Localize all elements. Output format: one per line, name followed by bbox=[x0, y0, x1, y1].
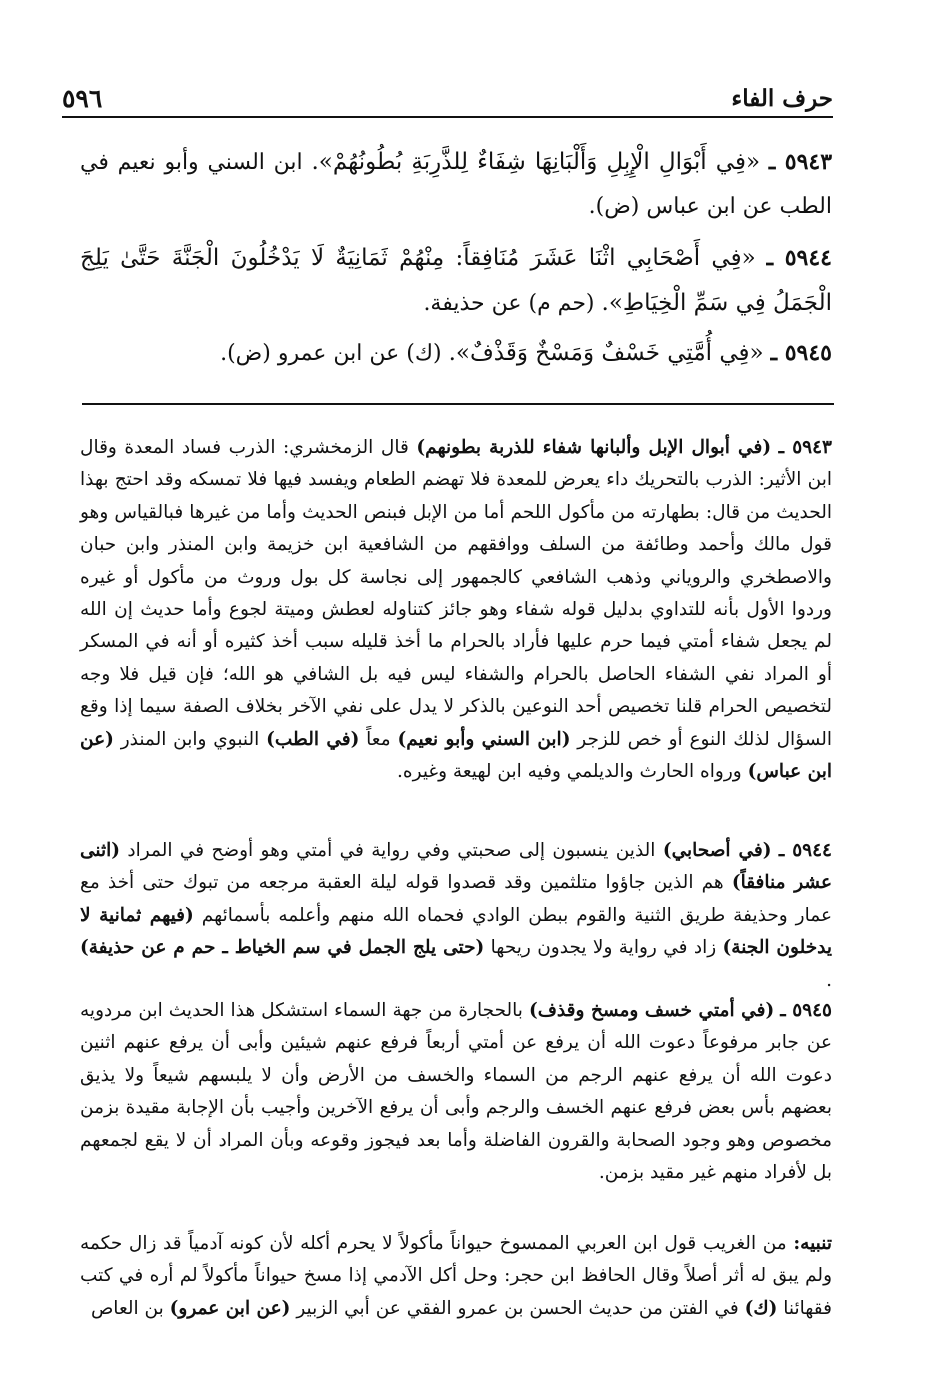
note-body: بن العاص bbox=[90, 1297, 164, 1319]
note-body: النبوي وابن المنذر bbox=[120, 728, 260, 750]
note-body: من الغريب قول ابن العربي الممسوخ حيواناً مأكولاً لا يحرم أكله لأن كونه آدمياً قد زال حكمه ولم يبق له أثر أصلاً وقال الحافظ ابن حجر: وحل أكل الآدمي إذا مسخ حيواناً مأكولاً لم أره في كتب فقهائنا bbox=[80, 1233, 832, 1319]
note-body: . bbox=[826, 969, 832, 991]
note-ref: (ابن السني وأبو نعيم) bbox=[397, 728, 571, 750]
note-5945 bbox=[80, 995, 832, 1189]
note-ref: (ك) bbox=[744, 1297, 778, 1319]
hadith-number: ٥٩٤٥ ـ bbox=[770, 340, 832, 366]
hadith-5945 bbox=[80, 331, 832, 376]
note-ref: (حتى يلج الجمل في سم الخياط ـ حم م عن حذيفة) bbox=[80, 937, 485, 959]
note-body: ورواه الحارث والديلمي وفيه ابن لهيعة وغيره. bbox=[397, 761, 742, 783]
note-body: بالحجارة من جهة السماء استشكل هذا الحديث ابن مردويه عن جابر مرفوعاً دعوت الله أن يرفع عن أمتي أربعاً فرفع عنهم شيئين وأبى أن يرفع عنهم اثنين دعوت الله أن يرفع عنهم الرجم من السماء والخسف من الأرض وأن لا يلبسهم شيعاً ولا يذيق بعضهم بأس بعض فرفع عنهم الخسف والرجم وأبى أن يرفع الآخرين وأجيب بأن الإجابة مقيدة بزمن مخصوص وهو وجود الصحابة والقرون الفاضلة وأما بعد فيجوز وقوعه وبأن المراد أن لا يقع لجمعهم بل لأفراد منهم غير مقيد بزمن. bbox=[80, 1000, 832, 1184]
hadith-source: (ك) عن ابن عمرو (ض). bbox=[220, 341, 442, 366]
note-ref: (عن ابن عباس) bbox=[80, 728, 832, 783]
hadith-text: «فِي أَبْوَالِ الْإِبِلِ وَأَلْبَانِهَا شِفَاءٌ لِلذَّرِبَةِ بُطُونُهُمْ». bbox=[311, 149, 761, 175]
note-ref: (فيهم ثمانية لا يدخلون الجنة) bbox=[80, 904, 832, 959]
note-ref: (في الطب) bbox=[266, 728, 360, 750]
note-ref: (اثنى عشر منافقاً) bbox=[80, 840, 832, 894]
note-tanbih bbox=[80, 1228, 832, 1325]
hadith-text: «فِي أَصْحَابِي اثْنَا عَشَرَ مُنَافِقاً: مِنْهُمْ ثَمَانِيَةٌ لَا يَدْخُلُونَ الْجَنَّةَ حَتَّىٰ يَلِجَ الْجَمَلُ فِي سَمِّ الْخِيَاطِ». bbox=[80, 245, 832, 316]
note-number: ٥٩٤٣ ـ bbox=[778, 437, 832, 458]
note-5944 bbox=[80, 835, 832, 997]
note-label: تنبيه: bbox=[793, 1233, 832, 1254]
page-header bbox=[62, 82, 833, 118]
note-body: هم الذين جاؤوا متلثمين وقد قصدوا قوله ليلة العقبة مرجعه من تبوك حتى أخذ مع عمار وحذيفة طريق الثنية والقوم ببطن الوادي فحماه الله منهم وأعلمه بأسمائهم bbox=[80, 872, 832, 926]
note-body: معاً bbox=[366, 728, 391, 750]
hadith-number: ٥٩٤٤ ـ bbox=[766, 245, 832, 271]
note-body: في الفتن من حديث الحسن بن عمرو الفقي عن أبي الزبير bbox=[296, 1297, 739, 1319]
note-body: زاد في رواية ولا يجدون ريحها bbox=[490, 937, 717, 959]
footnote-divider bbox=[82, 403, 834, 405]
note-number: ٥٩٤٥ ـ bbox=[780, 1000, 832, 1021]
hadith-number: ٥٩٤٣ ـ bbox=[768, 149, 833, 175]
hadith-5944 bbox=[80, 236, 832, 326]
hadith-text: «فِي أُمَّتِي خَسْفٌ وَمَسْخٌ وَقَذْفٌ». bbox=[448, 340, 764, 366]
hadith-5943 bbox=[80, 140, 832, 229]
running-title: حرف الفاء bbox=[721, 82, 833, 116]
note-ref: (عن ابن عمرو) bbox=[169, 1297, 291, 1319]
note-quote: (في أصحابي) bbox=[662, 840, 772, 861]
note-body: الذين ينسبون إلى صحبتي وفي رواية في أمتي وهو أوضح في المراد bbox=[127, 840, 656, 861]
note-number: ٥٩٤٤ ـ bbox=[778, 840, 832, 861]
note-quote: (في أبوال الإبل وألبانها شفاء للذربة بطونهم) bbox=[416, 437, 772, 458]
hadith-source: ابن السني وأبو نعيم في الطب عن ابن عباس (ض). bbox=[80, 150, 832, 219]
note-5943 bbox=[80, 432, 832, 788]
hadith-source: (حم م) عن حذيفة. bbox=[423, 291, 595, 316]
page-number: ٥٩٦ bbox=[62, 82, 112, 116]
note-quote: (في أمتي خسف ومسخ وقذف) bbox=[529, 1000, 775, 1021]
note-body: قال الزمخشري: الذرب فساد المعدة وقال ابن الأثير: الذرب بالتحريك داء يعرض للمعدة فلا تهضم الطعام ويفسد فيها فلا تمسكه وقد احتج بهذا الحديث من قال: بطهارته من مأكول اللحم أما من الإبل فبنص الحديث وأما من غيرها فبالقياس وهو قول مالك وأحمد وطائفة من السلف ووافقهم من الشافعية ابن خزيمة وابن المنذر وابن حبان والاصطخري والروياني وذهب الشافعي كالجمهور إلى نجاسة كل بول وروث من مأكول أو غيره وردوا الأول بأنه للتداوي بدليل قوله شفاء وهو جائز كتناوله لعطش وميتة لجوع وأما حديث إن الله لم يجعل شفاء أمتي فيما حرم عليها فأراد بالحرام ما أخذ قليله سبب أخذ كثيره أو أنه في المسكر أو المراد نفي الشفاء الحاصل بالحرام والشفاء ليس فيه بل الشافي هو الله؛ فإن قيل فلا وجه لتخصيص الحرام قلنا تخصيص أحد النوعين بالذكر لا يدل على نفي الآخر بخلاف الصفة سيما إذا وقع السؤال لذلك النوع أو خص للزجر bbox=[80, 437, 833, 750]
